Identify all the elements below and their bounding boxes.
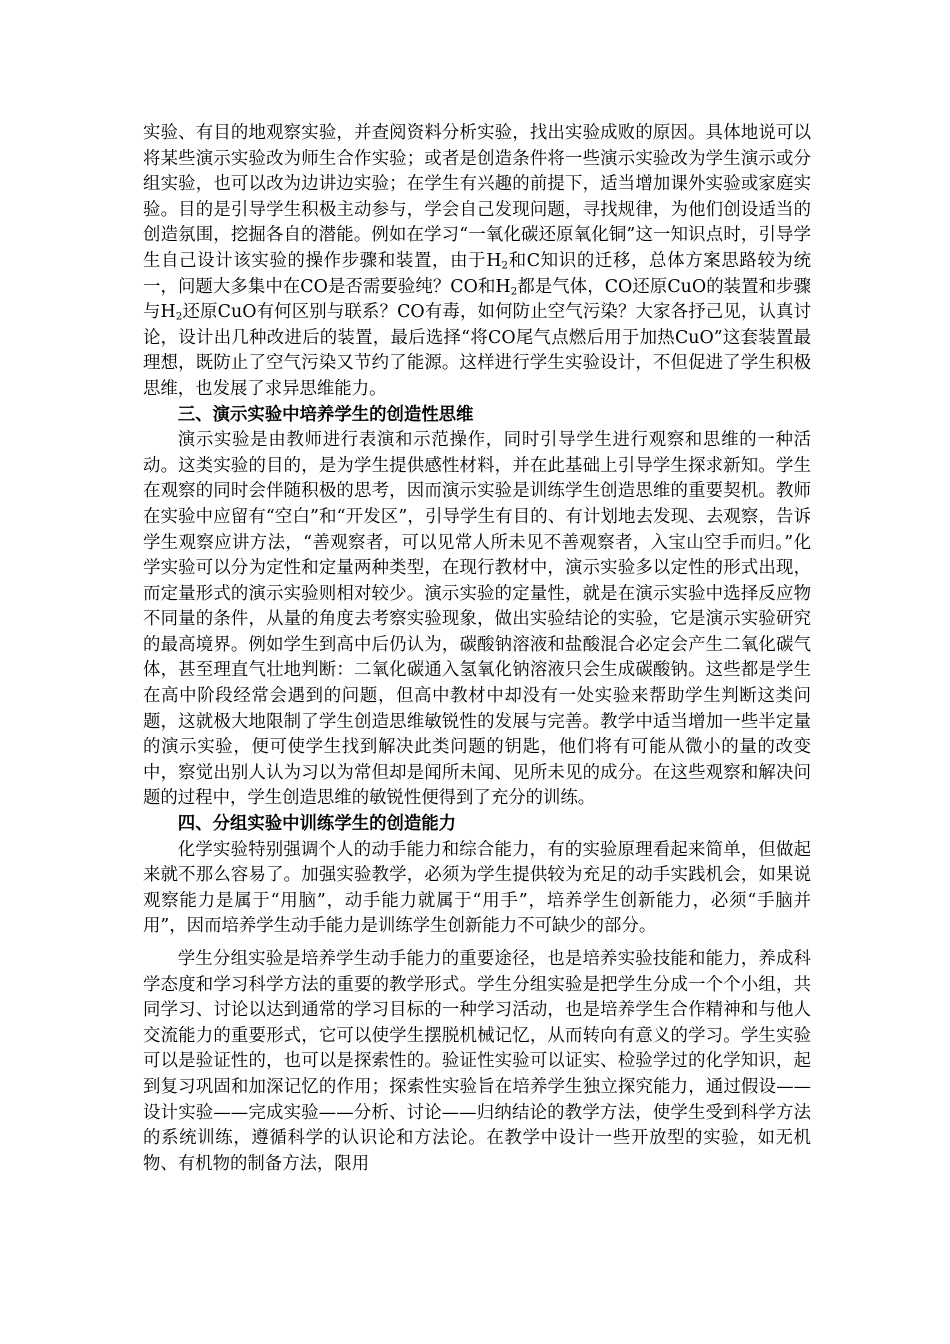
paragraph-demonstration: 演示实验是由教师进行表演和示范操作，同时引导学生进行观察和思维的一种活动。这类实验的目的，是为学生提供感性材料，并在此基础上引导学生探求新知。学生在观察的同时会伴随积极的思考，因而演示实验是训练学生创造思维的重要契机。教师在实验中应留有“空白”和“开发区”，引导学生有目的、有计划地去发现、去观察，告诉学生观察应讲方法，“善观察者，可以见常人所未见不善观察者，入宝山空手而归。”化学实验可以分为定性和定量两种类型，在现行教材中，演示实验多以定性的形式出现，而定量形式的演示实验则相对较少。演示实验的定量性，就是在演示实验中选择反应物不同量的条件，从量的角度去考察实验现象，做出实验结论的实验，它是演示实验研究的最高境界。例如学生到高中后仍认为，碳酸钠溶液和盐酸混合必定会产生二氧化碳气体，甚至理直气壮地判断：二氧化碳通入氢氧化钠溶液只会生成碳酸钠。这些都是学生在高中阶段经常会遇到的问题，但高中教材中却没有一处实验来帮助学生判断这类问题，这就极大地限制了学生创造思维敏锐性的发展与完善。教学中适当增加一些半定量的演示实验，便可使学生找到解决此类问题的钥匙，他们将有可能从微小的量的改变中，察觉出别人认为习以为常但却是闻所未闻、见所未见的成分。在这些观察和解决问题的过程中，学生创造思维的敏锐性便得到了充分的训练。 xyxy=(143,430,811,809)
document-page xyxy=(143,121,811,1177)
text-run: 还原CuO有何区别与联系？CO有毒，如何防止空气污染？大家各抒己见，认真讨论，设计出几种改进后的装置，最后选择“将CO尾气点燃后用于加热CuO”这套装置最理想，既防止了空气污染又节约了能源。这样进行学生实验设计，不但促进了学生积极思维，也发展了求异思维能力。 xyxy=(143,302,811,399)
paragraph-gap xyxy=(143,940,811,947)
paragraph-experiment-design xyxy=(143,121,811,403)
section-heading-4: 四、分组实验中训练学生的创造能力 xyxy=(177,814,457,835)
text-run: 都是气体，CO还原CuO的装置和步骤与H xyxy=(143,276,811,323)
paragraph-group-experiment: 学生分组实验是培养学生动手能力的重要途径，也是培养实验技能和能力，养成科学态度和学习科学方法的重要的教学形式。学生分组实验是把学生分成一个个小组，共同学习、讨论以达到通常的学习目标的一种学习活动，也是培养学生合作精神和与他人交流能力的重要形式，它可以使学生摆脱机械记忆，从而转向有意义的学习。学生实验可以是验证性的，也可以是探索性的。验证性实验可以证实、检验学过的化学知识，起到复习巩固和加深记忆的作用；探索性实验旨在培养学生独立探究能力，通过假设——设计实验——完成实验——分析、讨论——归纳结论的教学方法，使学生受到科学方法的系统训练，遵循科学的认识论和方法论。在教学中设计一些开放型的实验，如无机物、有机物的制备方法，限用 xyxy=(143,949,811,1174)
text-run: 和C知识的迁移，总体方案思路较为统一，问题大多集中在CO是否需要验纯？CO和H xyxy=(143,250,811,297)
subscript-2: 2 xyxy=(501,259,509,272)
text-run: 实验、有目的地观察实验，并查阅资料分析实验，找出实验成败的原因。具体地说可以将某些演示实验改为师生合作实验；或者是创造条件将一些演示实验改为学生演示或分组实验，也可以改为边讲边实验；在学生有兴趣的前提下，适当增加课外实验或家庭实验。目的是引导学生积极主动参与，学会自己发现问题，寻找规律，为他们创设适当的创造氛围，挖掘各自的潜能。例如在学习“一氧化碳还原氧化铜”这一知识点时，引导学生自己设计该实验的操作步骤和装置，由于H xyxy=(143,123,811,271)
section-heading-3: 三、演示实验中培养学生的创造性思维 xyxy=(177,404,474,425)
paragraph-hands-on: 化学实验特别强调个人的动手能力和综合能力，有的实验原理看起来简单，但做起来就不那么容易了。加强实验教学，必须为学生提供较为充足的动手实践机会，如果说观察能力是属于“用脑”，动手能力就属于“用手”，培养学生创新能力，必须“手脑并用”，因而培养学生动手能力是训练学生创新能力不可缺少的部分。 xyxy=(143,839,811,937)
subscript-2: 2 xyxy=(175,310,183,323)
subscript-2: 2 xyxy=(510,285,518,298)
